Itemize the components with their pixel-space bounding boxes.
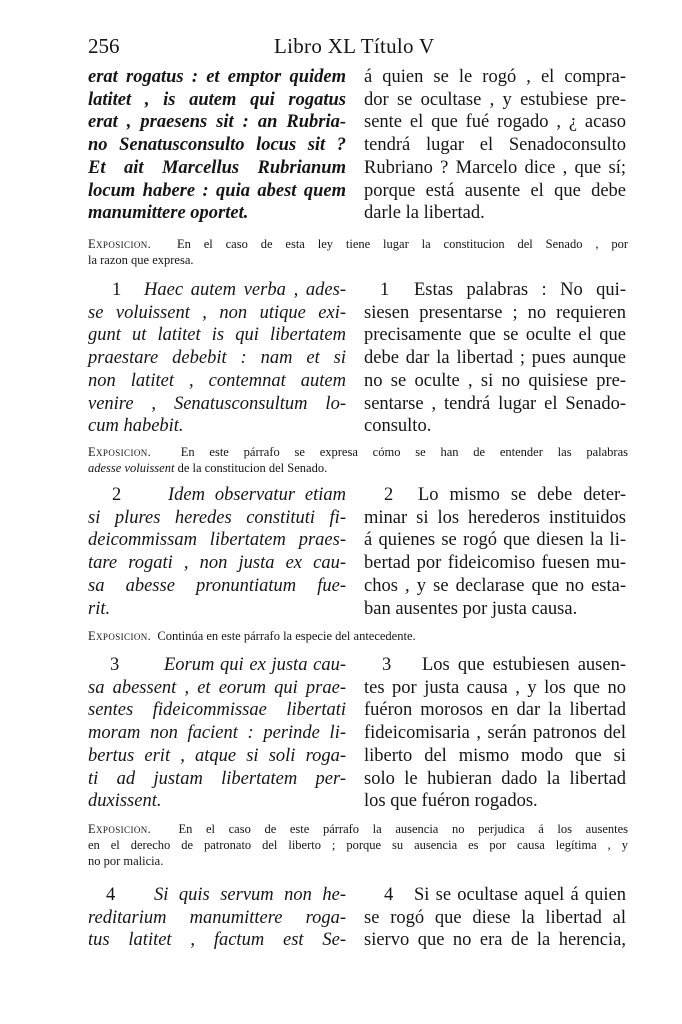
spanish-line: tes por justa causa , y los que no <box>364 677 626 698</box>
spanish-line: liberto del mismo modo que si <box>364 745 626 766</box>
spanish-line: consulto. <box>364 416 432 437</box>
spanish-line: minar si los herederos instituidos <box>364 507 626 528</box>
spanish-column <box>364 279 626 438</box>
latin-line: deicommissam libertatem praes- <box>88 530 346 551</box>
latin-line: tus latitet , factum est Se- <box>88 930 346 951</box>
latin-column <box>88 279 346 438</box>
section-number: 2 <box>384 485 394 505</box>
exposition-text: en el derecho de patronato del liberto ; porque su ausencia es por causa legítima , y <box>88 838 628 852</box>
spanish-line: precisamente que se oculte el que <box>364 325 626 346</box>
law-section-2 <box>88 484 628 624</box>
spanish-line: Los que estubiesen ausen- <box>422 655 626 675</box>
latin-line: ti ad justam libertatem per- <box>88 768 346 789</box>
running-title: Libro XL Título V <box>274 34 435 58</box>
latin-line: Eorum qui ex justa cau- <box>164 655 346 675</box>
section-number: 3 <box>110 655 120 675</box>
latin-line: sa abesse pronuntiatum fue- <box>88 575 346 596</box>
exposition-text: no por malicia. <box>88 854 164 868</box>
spanish-line: los que fuéron rogados. <box>364 791 538 812</box>
latin-line: Si quis servum non he- <box>154 885 346 905</box>
spanish-column <box>364 66 626 225</box>
latin-line: sa abessent , et eorum qui prae- <box>88 677 346 698</box>
spanish-line: se rogó que diese la libertad al <box>364 907 626 928</box>
spanish-line: debe dar la libertad ; pues aunque <box>364 348 626 369</box>
exposition-label: Exposicion. <box>88 237 152 251</box>
latin-line: reditarium manumittere roga- <box>88 907 346 928</box>
latin-line: cum habebit. <box>88 416 184 437</box>
spanish-line: Si se ocultase aquel á quien <box>414 885 626 905</box>
spanish-line: darle la libertad. <box>364 203 485 224</box>
spanish-line: Lo mismo se debe deter- <box>418 485 626 505</box>
latin-line: locum habere : quia abest quem <box>88 180 346 201</box>
spanish-line: porque está ausente el que debe <box>364 180 626 201</box>
latin-line: se voluissent , non utique exi- <box>88 302 346 323</box>
spanish-line: tendrá lugar el Senadoconsulto <box>364 135 626 156</box>
spanish-line: siesen presentarse ; no requieren <box>364 302 626 323</box>
exposition-text: En el caso de esta ley tiene lugar la constitucion del Senado , por <box>176 237 629 251</box>
spanish-line: Estas palabras : No qui- <box>414 280 626 300</box>
spanish-line: á quien se le rogó , el compra- <box>364 67 626 87</box>
spanish-line: bertad por fideicomiso fuesen mu- <box>364 553 626 574</box>
spanish-line: fideicomisaria , serán patronos del <box>364 723 626 744</box>
exposition-italic-phrase: adesse voluissent <box>88 461 175 475</box>
spanish-line: solo le hubieran dado la libertad <box>364 768 626 789</box>
law-section-3 <box>88 654 628 814</box>
latin-line: tare rogati , non justa ex cau- <box>88 553 346 574</box>
latin-column <box>88 884 346 952</box>
spanish-line: dor se ocultase , y estubiese pre- <box>364 89 626 110</box>
latin-line: erat rogatus : et emptor quidem <box>88 67 346 87</box>
latin-line: non latitet , contemnat autem <box>88 370 346 391</box>
latin-line: latitet , is autem qui rogatus <box>88 89 346 110</box>
law-section-1 <box>88 279 628 439</box>
latin-line: duxissent. <box>88 791 162 812</box>
spanish-column <box>364 654 626 813</box>
spanish-line: ban ausentes por justa causa. <box>364 598 578 619</box>
spanish-line: chos , y se declarase que no esta- <box>364 575 626 596</box>
exposition-note <box>88 628 628 644</box>
latin-line: praestare debebit : nam et si <box>88 348 346 369</box>
exposition-note <box>88 236 628 268</box>
latin-line: si plures heredes constituti fi- <box>88 507 346 528</box>
page-header <box>88 34 628 64</box>
page-number: 256 <box>88 34 120 58</box>
exposition-label: Exposicion. <box>88 822 152 836</box>
section-number: 4 <box>106 885 116 905</box>
spanish-column <box>364 884 626 952</box>
spanish-line: Rubriano ? Marcelo dice , que sí; <box>364 157 626 178</box>
exposition-text: En el caso de este párrafo la ausencia no perjudica á los ausentes <box>178 822 628 836</box>
latin-line: venire , Senatusconsultum lo- <box>88 393 346 414</box>
latin-line: moram non facient : perinde li- <box>88 723 346 744</box>
spanish-line: á quienes se rogó que diesen la li- <box>364 530 626 551</box>
spanish-column <box>364 484 626 620</box>
exposition-text: de la constitucion del Senado. <box>177 461 328 475</box>
latin-line: Haec autem verba , ades- <box>144 280 346 300</box>
latin-line: gunt ut latitet is qui libertatem <box>88 325 346 346</box>
latin-line: sentes fideicommissae libertati <box>88 700 346 721</box>
latin-line: rit. <box>88 598 111 619</box>
exposition-text: la razon que expresa. <box>88 253 194 267</box>
exposition-text: Continúa en este párrafo la especie del antecedente. <box>157 629 416 643</box>
section-number: 3 <box>382 655 392 675</box>
exposition-note <box>88 444 628 476</box>
latin-line: erat , praesens sit : an Rubria- <box>88 112 346 133</box>
section-number: 2 <box>112 485 122 505</box>
latin-column <box>88 654 346 813</box>
latin-line: Et ait Marcellus Rubrianum <box>88 157 346 178</box>
section-number: 4 <box>384 885 394 905</box>
latin-line: manumittere oportet. <box>88 203 249 224</box>
law-section-continuation <box>88 66 628 226</box>
spanish-line: sentarse , tendrá lugar el Senado- <box>364 393 626 414</box>
exposition-label: Exposicion. <box>88 445 152 459</box>
section-number: 1 <box>380 280 390 300</box>
section-number: 1 <box>112 280 122 300</box>
spanish-line: fuéron morosos en dar la libertad <box>364 700 626 721</box>
latin-line: bertus erit , atque si soli roga- <box>88 745 346 766</box>
spanish-line: siervo que no era de la herencia, <box>364 930 626 951</box>
latin-column <box>88 66 346 225</box>
spanish-line: sente el que fué rogado , ¿ acaso <box>364 112 626 133</box>
latin-line: no Senatusconsulto locus sit ? <box>88 135 346 156</box>
exposition-note <box>88 821 628 869</box>
latin-column <box>88 484 346 620</box>
exposition-text: En este párrafo se expresa cómo se han de entender las palabras <box>180 445 628 459</box>
spanish-line: no se oculte , si no quisiese pre- <box>364 370 626 391</box>
exposition-label: Exposicion. <box>88 629 152 643</box>
latin-line: Idem observatur etiam <box>168 485 346 505</box>
law-section-4 <box>88 884 628 956</box>
